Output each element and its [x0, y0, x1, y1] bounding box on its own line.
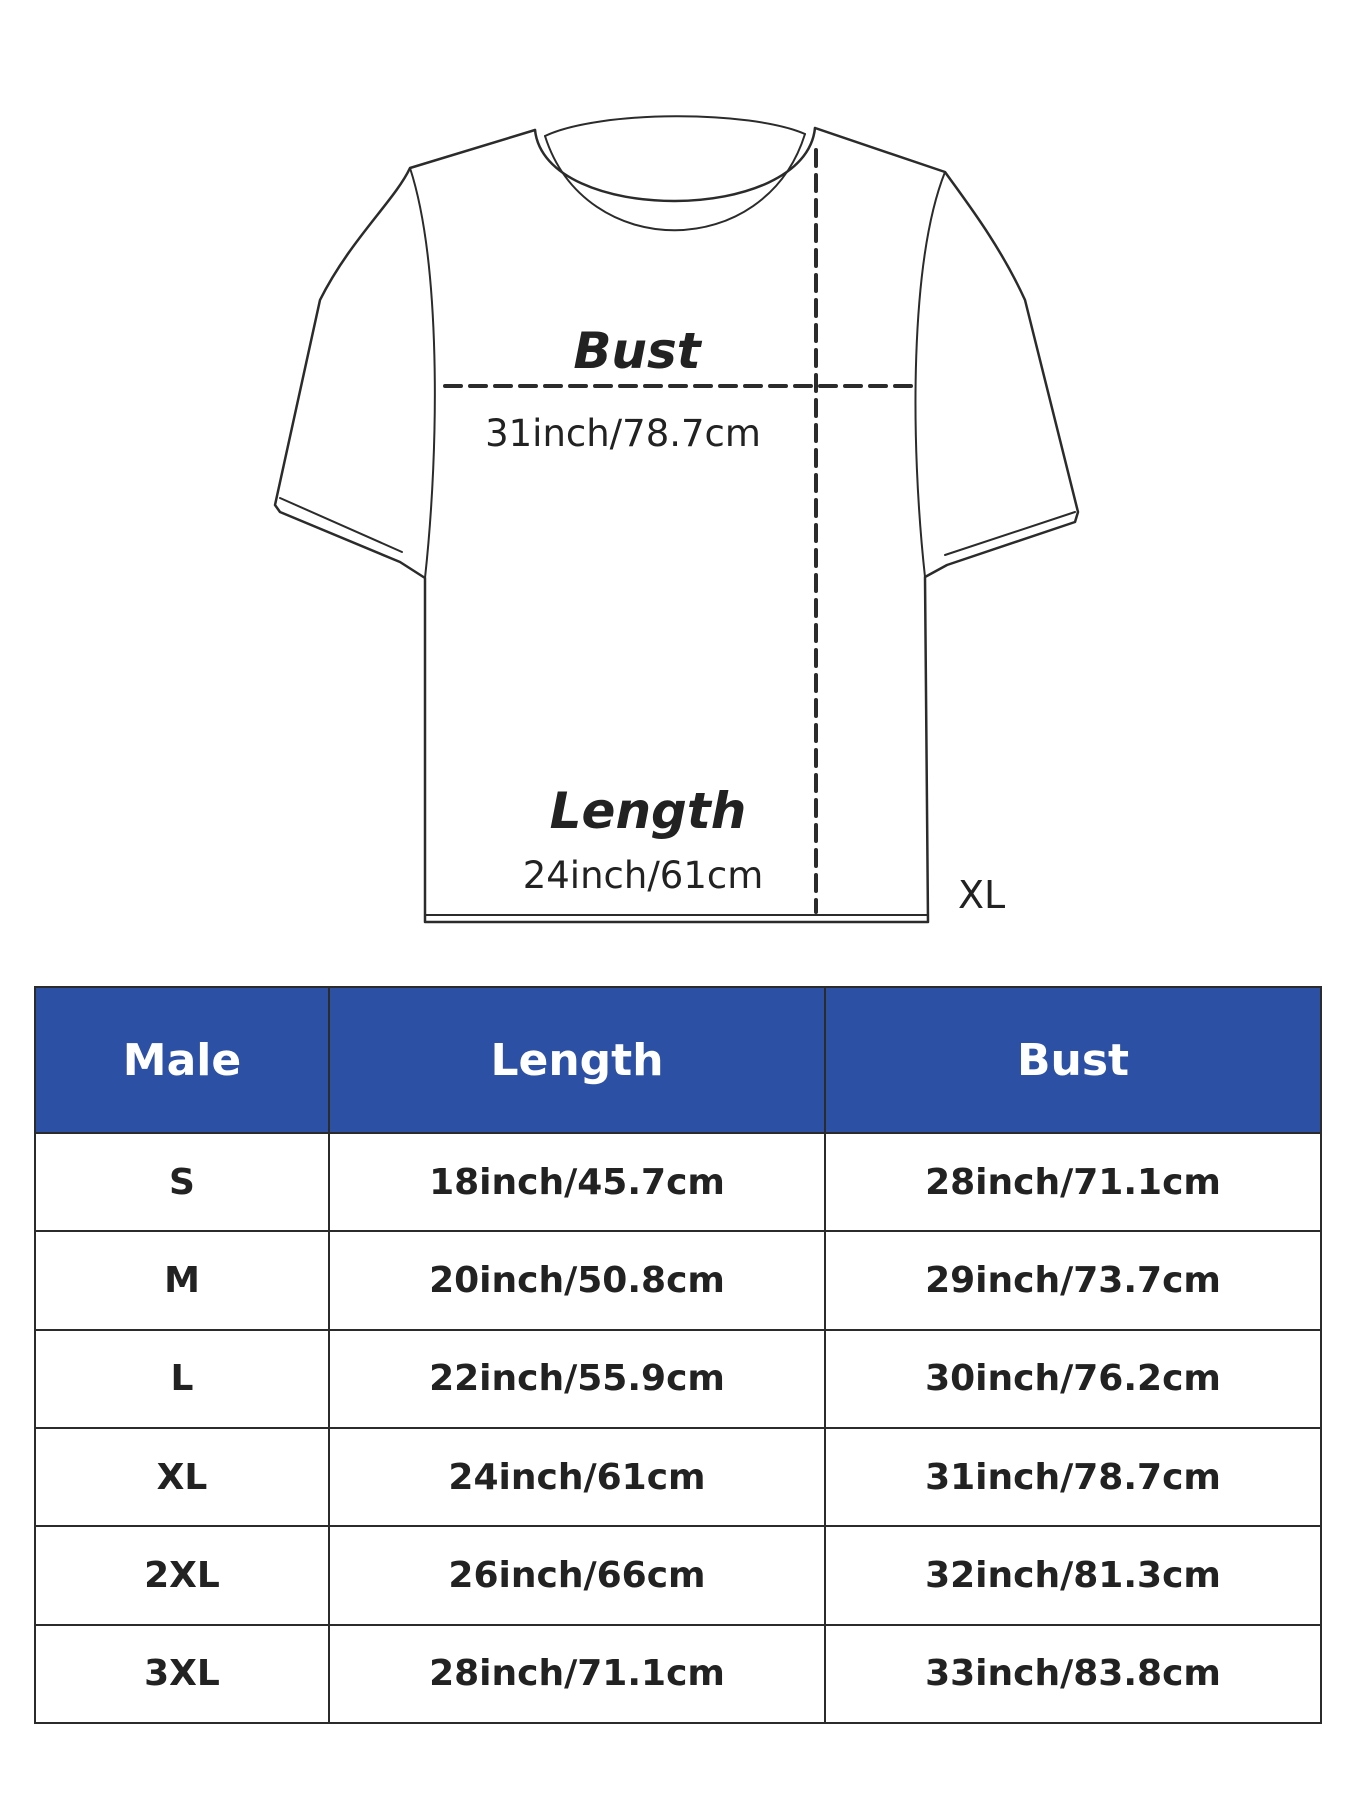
table-row: [35, 1428, 1321, 1526]
table-row: [35, 1133, 1321, 1231]
bust-label: Bust: [573, 322, 701, 380]
size-cell: XL: [35, 1428, 329, 1526]
header-male: Male: [35, 987, 329, 1133]
size-cell: S: [35, 1133, 329, 1231]
table-header-row: [35, 987, 1321, 1133]
bust-cell: 31inch/78.7cm: [825, 1428, 1321, 1526]
length-cell: 22inch/55.9cm: [329, 1330, 825, 1428]
right-sleeve-seam: [915, 172, 945, 577]
neckline-back: [545, 116, 805, 136]
bust-cell: 32inch/81.3cm: [825, 1526, 1321, 1624]
bust-value: 31inch/78.7cm: [485, 412, 761, 455]
left-sleeve-hem: [280, 498, 402, 552]
table-row: [35, 1526, 1321, 1624]
size-cell: M: [35, 1231, 329, 1329]
left-sleeve-seam: [410, 168, 435, 578]
bust-cell: 30inch/76.2cm: [825, 1330, 1321, 1428]
table-row: [35, 1625, 1321, 1723]
length-value: 24inch/61cm: [522, 854, 764, 897]
bust-cell: 28inch/71.1cm: [825, 1133, 1321, 1231]
length-cell: 18inch/45.7cm: [329, 1133, 825, 1231]
size-label: XL: [958, 873, 1006, 917]
length-cell: 20inch/50.8cm: [329, 1231, 825, 1329]
neckline-inner: [545, 134, 805, 230]
table-row: [35, 1330, 1321, 1428]
length-cell: 28inch/71.1cm: [329, 1625, 825, 1723]
header-bust: Bust: [825, 987, 1321, 1133]
bust-cell: 33inch/83.8cm: [825, 1625, 1321, 1723]
bust-cell: 29inch/73.7cm: [825, 1231, 1321, 1329]
size-cell: 2XL: [35, 1526, 329, 1624]
right-sleeve-hem: [945, 512, 1075, 555]
size-cell: 3XL: [35, 1625, 329, 1723]
size-chart-table: [34, 986, 1322, 1724]
table-row: [35, 1231, 1321, 1329]
header-length: Length: [329, 987, 825, 1133]
length-cell: 26inch/66cm: [329, 1526, 825, 1624]
length-cell: 24inch/61cm: [329, 1428, 825, 1526]
size-cell: L: [35, 1330, 329, 1428]
length-label: Length: [549, 782, 747, 840]
